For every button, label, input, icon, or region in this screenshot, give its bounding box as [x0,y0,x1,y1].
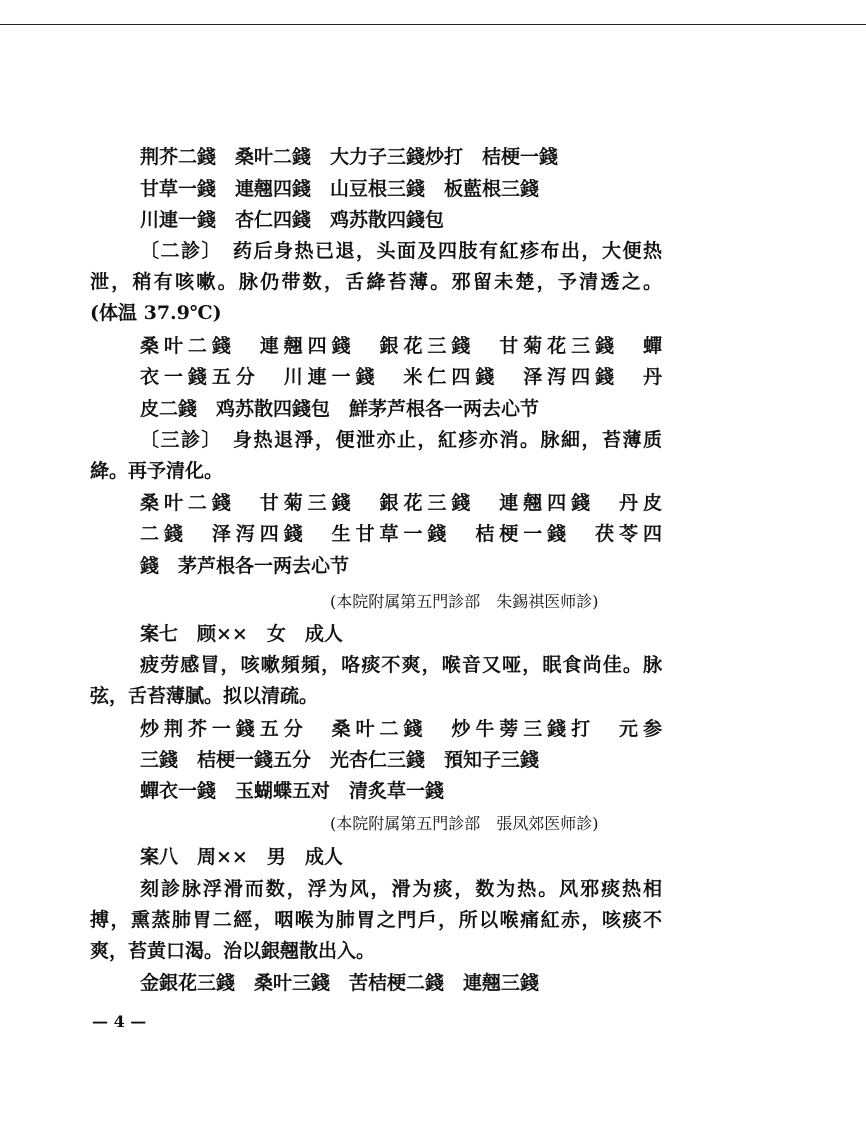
text-line: 荆芥二錢 桑叶二錢 大力子三錢炒打 桔梗一錢 [140,146,559,168]
text-line: 金銀花三錢 桑叶三錢 苦桔梗二錢 連翹三錢 [140,972,540,994]
text-line: 爽，苔黄口渴。治以銀翹散出入。 [90,940,376,962]
text-line: 案八 周×× 男 成人 [140,846,343,868]
text-line: 甘草一錢 連翹四錢 山豆根三錢 板藍根三錢 [140,178,540,200]
text-line: 皮二錢 鸡苏散四錢包 鮮茅芦根各一两去心节 [140,398,540,420]
text-line: 絳。再予清化。 [90,460,224,482]
text-line: 川連一錢 杏仁四錢 鸡苏散四錢包 [140,209,445,231]
text-line: 搏，熏蒸肺胃二經，咽喉为肺胃之門戶，所以喉痛紅赤，咳痰不 [90,909,662,931]
page-number: — 4 — [92,1012,147,1031]
attribution-line: (本院附属第五門診部 張凤郊医师診) [330,814,599,833]
text-line: 蟬衣一錢 玉蝴蝶五对 清炙草一錢 [140,780,445,802]
text-line: 刻診脉浮滑而数，浮为风，滑为痰，数为热。风邪痰热相 [140,878,662,900]
top-rule [0,24,866,25]
text-line: 錢 茅芦根各一两去心节 [140,555,350,577]
text-line: 炒荆芥一錢五分 桑叶二錢 炒牛蒡三錢打 元参 [140,718,662,740]
text-line: 二錢 泽泻四錢 生甘草一錢 桔梗一錢 茯苓四 [140,523,662,545]
text-line: 案七 顾×× 女 成人 [140,623,343,645]
text-line: 桑叶二錢 甘菊三錢 銀花三錢 連翹四錢 丹皮 [140,492,662,514]
text-line: 衣一錢五分 川連一錢 米仁四錢 泽泻四錢 丹 [140,366,662,388]
text-line: 〔二診〕 药后身热已退，头面及四肢有紅疹布出，大便热 [140,240,662,262]
text-line: 疲劳感冒，咳嗽頻頻，咯痰不爽，喉音又哑，眠食尚佳。脉 [140,654,662,676]
text-line: (体温 37.9℃) [90,302,222,324]
text-line: 泄，稍有咳嗽。脉仍带数，舌絳苔薄。邪留未楚，予清透之。 [90,271,662,293]
text-line: 弦，舌苔薄膩。拟以清疏。 [90,685,319,707]
text-line: 〔三診〕 身热退淨，便泄亦止，紅疹亦消。脉細，苔薄质 [140,429,662,451]
text-line: 三錢 桔梗一錢五分 光杏仁三錢 預知子三錢 [140,749,540,771]
text-line: 桑叶二錢 連翹四錢 銀花三錢 甘菊花三錢 蟬 [140,335,662,357]
attribution-line: (本院附属第五門診部 朱錫祺医师診) [330,592,599,611]
